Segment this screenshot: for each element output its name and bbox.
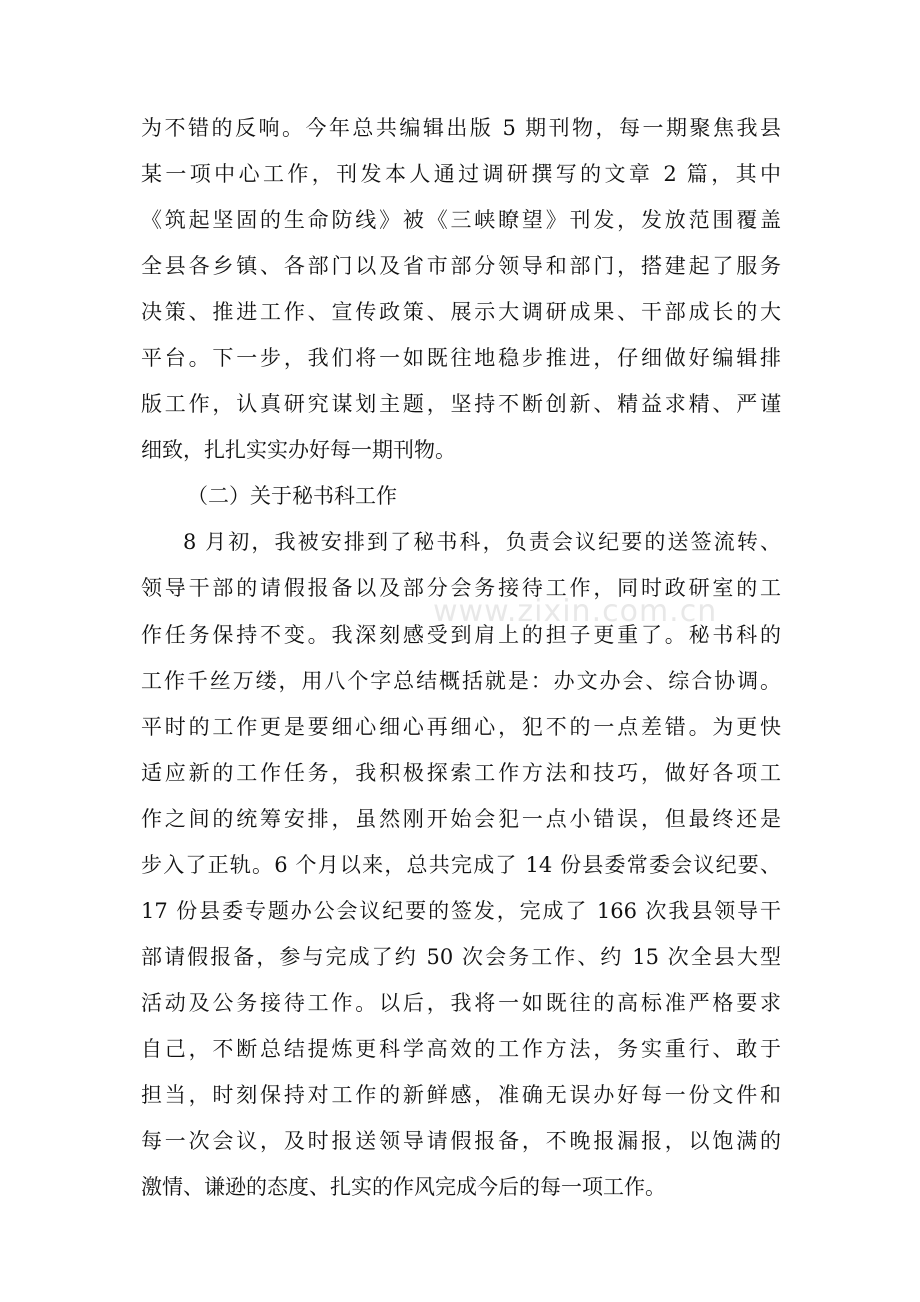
paragraph-line: 领导干部的请假报备以及部分会务接待工作，同时政研室的工 bbox=[141, 576, 781, 601]
paragraph-line: 担当，时刻保持对工作的新鲜感，准确无误办好每一份文件和 bbox=[141, 1082, 781, 1107]
paragraph-line: 自己，不断总结提炼更科学高效的工作方法，务实重行、敢于 bbox=[141, 1036, 781, 1061]
paragraph-line: 17 份县委专题办公会议纪要的签发，完成了 166 次我县领导干 bbox=[141, 898, 781, 923]
paragraph-line: 作之间的统筹安排，虽然刚开始会犯一点小错误，但最终还是 bbox=[141, 806, 781, 831]
paragraph-line: 平时的工作更是要细心细心再细心，犯不的一点差错。为更快 bbox=[141, 714, 781, 739]
section-heading: （二）关于秘书科工作 bbox=[187, 484, 397, 509]
watermark: www.zixin.com.cn bbox=[433, 594, 718, 629]
paragraph-line: 部请假报备，参与完成了约 50 次会务工作、约 15 次全县大型 bbox=[141, 944, 781, 969]
paragraph-line: 活动及公务接待工作。以后，我将一如既往的高标准严格要求 bbox=[141, 990, 781, 1015]
paragraph-line: 适应新的工作任务，我积极探索工作方法和技巧，做好各项工 bbox=[141, 760, 781, 785]
paragraph-line: 步入了正轨。6 个月以来，总共完成了 14 份县委常委会议纪要、 bbox=[141, 852, 781, 877]
document-body bbox=[141, 105, 781, 1210]
paragraph-line: 每一次会议，及时报送领导请假报备，不晚报漏报，以饱满的 bbox=[141, 1129, 781, 1154]
paragraph-line: 8 月初，我被安排到了秘书科，负责会议纪要的送签流转、 bbox=[183, 530, 781, 555]
paragraph-line: 《筑起坚固的生命防线》被《三峡瞭望》刊发，发放范围覆盖 bbox=[141, 208, 781, 233]
paragraph-line: 激情、谦逊的态度、扎实的作风完成今后的每一项工作。 bbox=[141, 1175, 666, 1200]
paragraph-line: 细致，扎扎实实办好每一期刊物。 bbox=[141, 438, 456, 463]
paragraph-line: 全县各乡镇、各部门以及省市部分领导和部门，搭建起了服务 bbox=[141, 254, 781, 279]
paragraph-line: 决策、推进工作、宣传政策、展示大调研成果、干部成长的大 bbox=[141, 300, 781, 325]
paragraph-line: 平台。下一步，我们将一如既往地稳步推进，仔细做好编辑排 bbox=[141, 346, 781, 371]
paragraph-line: 某一项中心工作，刊发本人通过调研撰写的文章 2 篇，其中 bbox=[141, 162, 781, 187]
paragraph-line: 为不错的反响。今年总共编辑出版 5 期刊物，每一期聚焦我县 bbox=[141, 116, 781, 140]
paragraph-line: 作任务保持不变。我深刻感受到肩上的担子更重了。秘书科的 bbox=[141, 622, 781, 647]
paragraph-line: 工作千丝万缕，用八个字总结概括就是：办文办会、综合协调。 bbox=[141, 668, 781, 693]
paragraph-line: 版工作，认真研究谋划主题，坚持不断创新、精益求精、严谨 bbox=[141, 392, 781, 417]
